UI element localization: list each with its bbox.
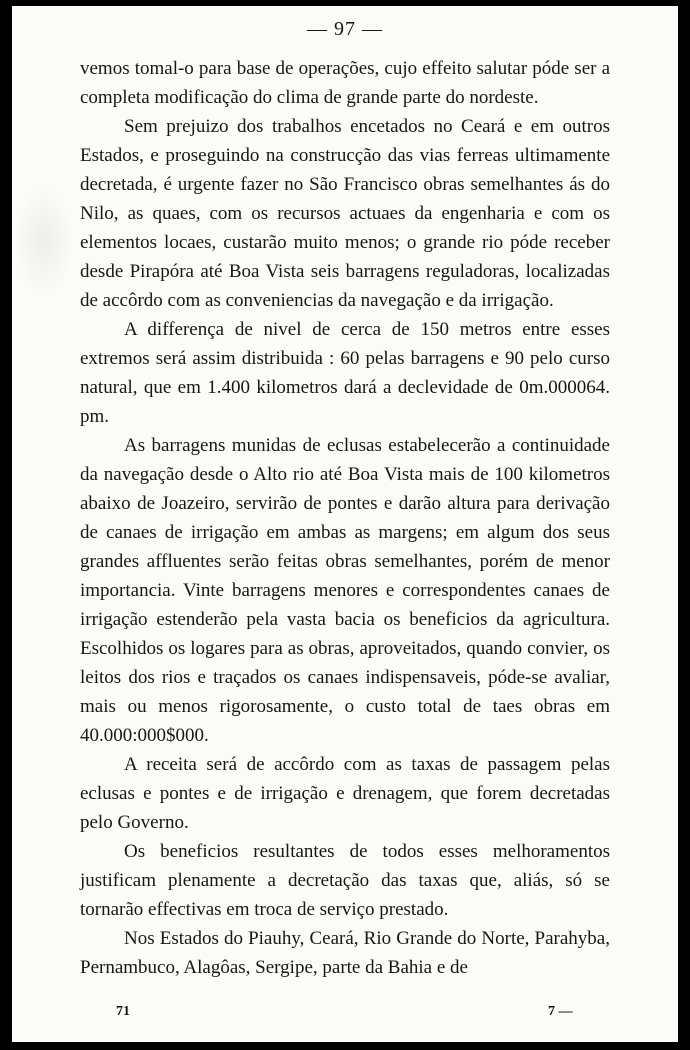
- body-text: [80, 54, 610, 982]
- book-page: [12, 6, 678, 1042]
- paragraph-7: Nos Estados do Piauhy, Ceará, Rio Grande do Norte, Parahyba, Pernambuco, Alagôas, Sergipe, parte da Bahia e de: [80, 928, 610, 978]
- paragraph-3: A differença de nivel de cerca de 150 metros entre esses extremos será assim distribuida : 60 pelas barragens e 90 pelo curso natural, que em 1.400 kilometros dará a declevidade de 0m.000064. pm.: [80, 319, 610, 427]
- paragraph-5: A receita será de accôrdo com as taxas de passagem pelas eclusas e pontes e de irrigação e drenagem, que forem decretadas pelo Governo.: [80, 754, 610, 833]
- paragraph-2: Sem prejuizo dos trabalhos encetados no Ceará e em outros Estados, e proseguindo na construcção das vias ferreas ultimamente decretada, é urgente fazer no São Francisco obras semelhantes ás do Nilo, as quaes, com os recursos actuaes da engenharia e com os elementos locaes, custarão muito menos; o grande rio póde receber desde Pirapóra até Boa Vista seis barragens reguladoras, localizadas de accôrdo com as conveniencias da navegação e da irrigação.: [80, 116, 610, 311]
- signature-mark-left: 71: [116, 1004, 130, 1019]
- page-smudge: [14, 186, 74, 296]
- signature-mark-right: 7 —: [548, 1004, 573, 1019]
- paragraph-6: Os beneficios resultantes de todos esses melhoramentos justificam plenamente a decretação das taxas que, aliás, só se tornarão effectivas em troca de serviço prestado.: [80, 841, 610, 920]
- page-number: — 97 —: [307, 18, 383, 40]
- paragraph-4: As barragens munidas de eclusas estabelecerão a continuidade da navegação desde o Alto rio até Boa Vista mais de 100 kilometros abaixo de Joazeiro, servirão de pontes e darão altura para derivação de canaes de irrigação em ambas as margens; em algum dos seus grandes affluentes serão feitas obras semelhantes, porém de menor importancia. Vinte barragens menores e correspondentes canaes de irrigação estenderão pela vasta bacia os beneficios da agricultura. Escolhidos os logares para as obras, aproveitados, quando convier, os leitos dos rios e traçados os canaes indispensaveis, póde-se avaliar, mais ou menos rigorosamente, o custo total de taes obras em 40.000:000$000.: [80, 435, 610, 746]
- paragraph-1: vemos tomal-o para base de operações, cujo effeito salutar póde ser a completa modificação do clima de grande parte do nordeste.: [80, 58, 610, 108]
